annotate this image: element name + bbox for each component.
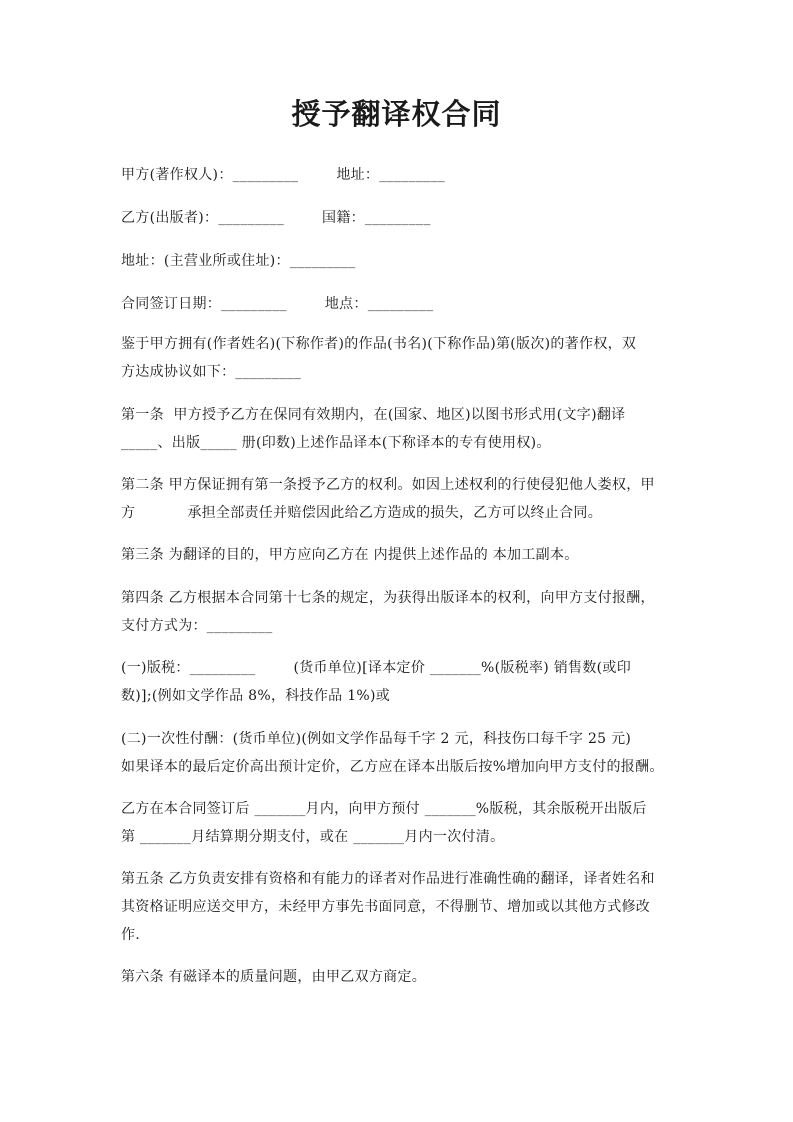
lump-sum-line-2: 如果译本的最后定价高出预计定价，乙方应在译本出版后按%增加向甲方支付的报酬。 [121,759,664,775]
article-2-line-1: 第二条 甲方保证拥有第一条授予乙方的权利。如因上述权利的行使侵犯他人娄权，甲 [121,477,655,493]
article-3: 第三条 为翻译的目的，甲方应向乙方在 内提供上述作品的 本加工副本。 [121,547,579,563]
party-b-row [121,208,431,228]
royalty-formula: (货币单位)[译本定价 _______%(版税率) 销售数(或印 [293,660,632,676]
payment-line-2: 第 _______月结算期分期支付，或在 _______月内一次付清。 [121,829,505,845]
sign-row [121,294,433,314]
party-b-nationality-field: 国籍：_________ [322,210,431,226]
document-title: 授予翻译权合同 [291,97,502,131]
article-1-line-1: 第一条 甲方授予乙方在保同有效期内，在(国家、地区)以图书形式用(文字)翻译 [121,407,626,423]
sign-place-field: 地点：_________ [324,296,434,312]
preamble-line-1: 鉴于甲方拥有(作者姓名)(下称作者)的作品(书名)(下称作品)第(版次)的著作权，双 [121,336,637,352]
article-2-line-2 [121,503,602,523]
party-a-field: 甲方(著作权人)：_________ [121,167,299,183]
article-6: 第六条 有磁译本的质量问题，由甲乙双方商定。 [121,969,427,985]
party-b-field: 乙方(出版者)：_________ [121,210,285,226]
article-5-line-3: 作. [121,927,141,943]
lump-sum-line-1: (二)一次性付酬：(货币单位)(例如文学作品每千字 2 元，科技伤口每千字 25 元) [121,731,632,747]
article-4-line-1: 第四条 乙方根据本合同第十七条的规定，为获得出版译本的权利，向甲方支付报酬， [121,590,655,606]
sign-date-field: 合同签订日期：_________ [121,296,287,312]
royalty-line-2: 数)];(例如文学作品 8%，科技作品 1%)或 [121,688,391,704]
article-5-line-1: 第五条 乙方负责安排有资格和有能力的译者对作品进行准确性确的翻译，译者姓名和 [121,871,655,887]
royalty-label: (一)版税：_________ [121,660,256,676]
article-2-party-word: 方 [121,505,136,521]
article-5-line-2: 其资格证明应送交甲方，未经甲方事先书面同意，不得删节、增加或以其他方式修改 [121,899,651,915]
article-2-continuation: 承担全部责任并赔偿因此给乙方造成的损失，乙方可以终止合同。 [187,505,603,521]
party-a-address-field: 地址：_________ [336,167,445,183]
royalty-line-1 [121,658,631,678]
article-4-line-2: 支付方式为：_________ [121,618,273,634]
business-address-field: 地址：(主营业所或住址)：_________ [121,253,356,269]
article-1-line-2: _____、出版_____ 册(印数)上述作品译本(下称译本的专有使用权)。 [121,435,551,451]
party-a-row [121,165,445,185]
preamble-line-2: 方达成协议如下：_________ [121,364,302,380]
payment-line-1: 乙方在本合同签订后 _______月内，向甲方预付 _______%版税，其余版税开出版后 [121,801,647,817]
